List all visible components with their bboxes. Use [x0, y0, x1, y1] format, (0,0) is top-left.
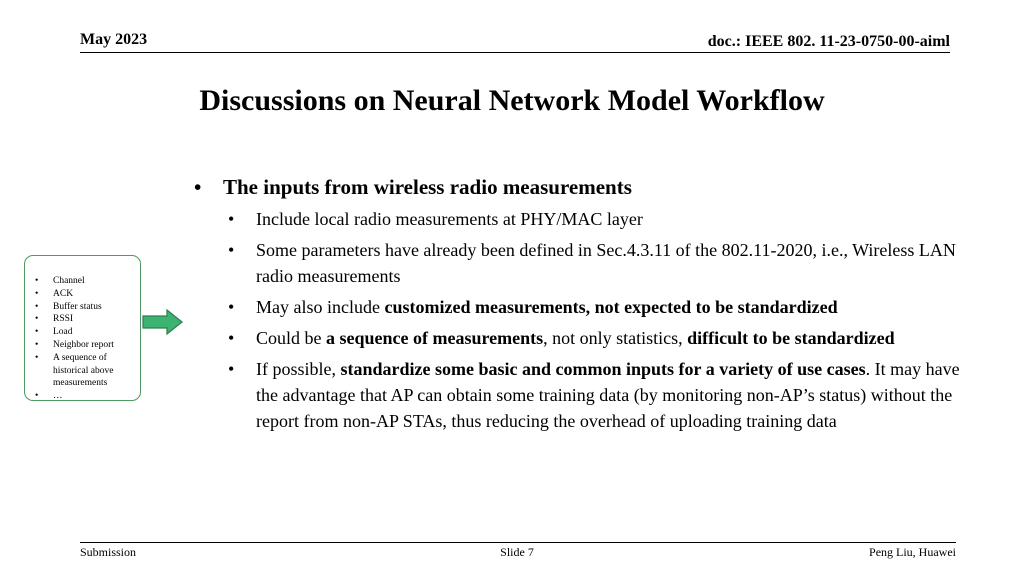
sub-bullet — [227, 325, 970, 351]
header-date: May 2023 — [80, 31, 148, 48]
input-measurement-item — [25, 313, 140, 326]
sub-bullet-list — [227, 206, 970, 434]
footer-author: Peng Liu, Huawei — [869, 545, 956, 559]
sub-bullet-text — [256, 209, 643, 229]
input-measurement-item — [25, 326, 140, 339]
text-run: May also include — [256, 297, 385, 317]
text-run: Could be — [256, 328, 326, 348]
bullet-icon: • — [35, 339, 39, 350]
text-run: Include local radio measurements at PHY/MAC layer — [256, 209, 643, 229]
sub-bullet-text — [256, 359, 960, 431]
main-bullet-text: The inputs from wireless radio measurements — [223, 175, 632, 199]
text-run: Some parameters have already been defined in Sec.4.3.11 of the 802.11-2020, i.e., Wireless LAN radio measurements — [256, 240, 956, 286]
bullet-icon: • — [228, 209, 235, 229]
input-measurement-item — [25, 352, 140, 390]
sub-bullet — [227, 206, 970, 232]
input-measurement-item — [25, 339, 140, 352]
input-measurement-item — [25, 275, 140, 288]
text-run: . It may have the advantage that AP can obtain some training data (by monitoring non-AP’s status) without the report from non-AP STAs, thus reducing the overhead of uploading training data — [256, 359, 960, 431]
bullet-icon: • — [35, 288, 39, 299]
footer-slide-number: Slide 7 — [500, 545, 534, 559]
bullet-icon: • — [35, 301, 39, 312]
bullet-icon: • — [194, 175, 202, 199]
bullet-icon: • — [35, 314, 39, 325]
bold-text: standardize some basic and common inputs for a variety of use cases — [340, 359, 866, 379]
sub-bullet — [227, 356, 970, 434]
footer-divider — [80, 542, 956, 543]
footer-submission: Submission — [80, 545, 137, 559]
slide-title: Discussions on Neural Network Model Workflow — [199, 84, 825, 117]
bold-text: a sequence of measurements — [326, 328, 544, 348]
input-measurement-item — [25, 301, 140, 314]
input-measurements-list — [25, 256, 140, 403]
bullet-icon: • — [228, 240, 235, 260]
sub-bullet-text — [256, 328, 895, 348]
header-divider — [80, 52, 950, 53]
input-measurement-label: … — [53, 391, 63, 402]
bullet-icon: • — [228, 297, 235, 317]
input-measurement-item — [25, 390, 140, 403]
sub-bullet-text — [256, 297, 838, 317]
text-run: If possible, — [256, 359, 341, 379]
bullet-icon: • — [35, 327, 39, 338]
input-measurement-label: Load — [53, 327, 73, 338]
input-measurement-item — [25, 288, 140, 301]
input-measurement-label: ACK — [53, 288, 74, 299]
bullet-icon: • — [228, 359, 235, 379]
right-arrow-icon — [142, 309, 184, 335]
sub-bullet-text — [256, 240, 956, 286]
header-doc-id: doc.: IEEE 802. 11-23-0750-00-aiml — [707, 33, 950, 50]
bullet-icon: • — [35, 276, 39, 286]
sub-bullet — [227, 294, 970, 320]
input-measurement-label: Buffer status — [53, 301, 102, 312]
main-bullet — [190, 172, 970, 202]
input-measurement-label: RSSI — [53, 314, 74, 325]
text-run: , not only statistics, — [543, 328, 688, 348]
bold-text: customized measurements, not expected to be standardized — [384, 297, 838, 317]
bullet-icon: • — [35, 391, 39, 402]
input-measurement-label: Neighbor report — [53, 339, 114, 350]
slide-content — [190, 172, 970, 439]
bullet-icon: • — [35, 352, 39, 363]
bold-text: difficult to be standardized — [687, 328, 895, 348]
input-measurements-box — [24, 255, 141, 401]
input-measurement-label: A sequence of historical above measurements — [53, 352, 114, 389]
sub-bullet — [227, 237, 970, 289]
input-measurement-label: Channel — [53, 276, 85, 286]
bullet-icon: • — [228, 328, 235, 348]
